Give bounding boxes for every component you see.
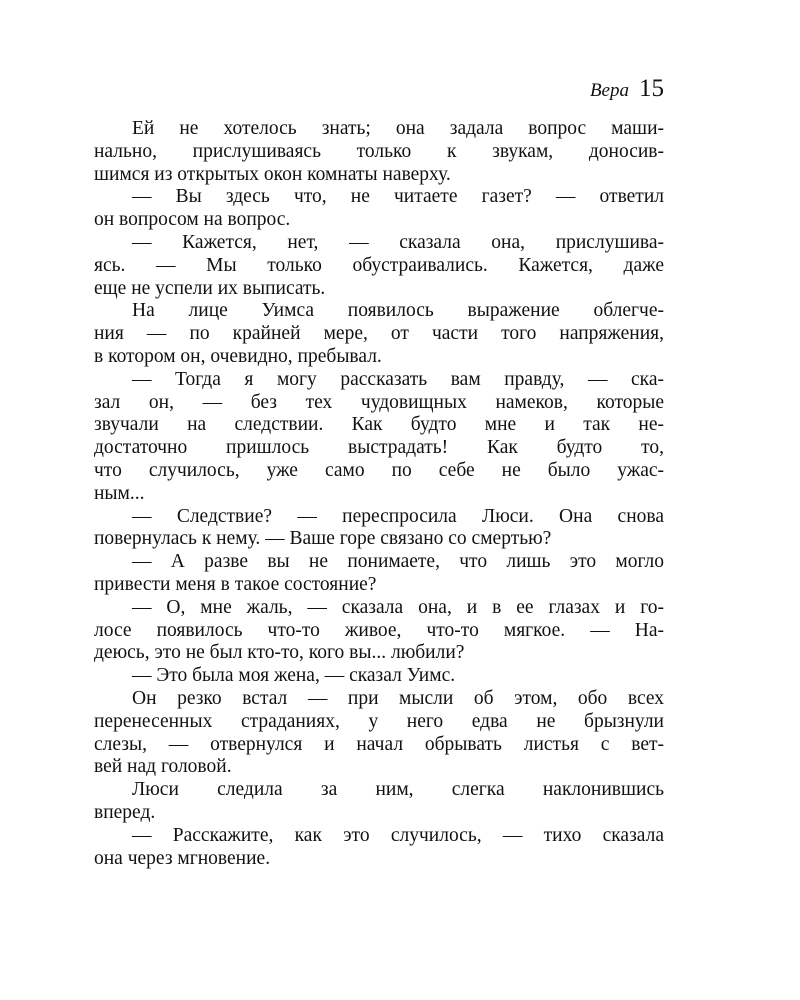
text-line: повернулась к нему. — Ваше горе связано со смертью? <box>94 528 552 550</box>
text-line: — А разве вы не понимаете, что лишь это могло <box>132 551 664 573</box>
text-line: нально, прислушиваясь только к звукам, доносив- <box>94 140 664 162</box>
text-line: ным... <box>94 482 145 504</box>
text-line: — О, мне жаль, — сказала она, и в ее глазах и го- <box>132 596 664 618</box>
text-line: Ей не хотелось знать; она задала вопрос маши- <box>132 118 664 139</box>
text-line: — Это была моя жена, — сказал Уимс. <box>132 665 456 687</box>
text-line: он вопросом на вопрос. <box>94 209 291 231</box>
text-line: — Расскажите, как это случилось, — тихо сказала <box>132 824 664 846</box>
text-line: в котором он, очевидно, пребывал. <box>94 345 382 367</box>
text-line: — Тогда я могу рассказать вам правду, — ска- <box>132 368 664 390</box>
text-line: она через мгновение. <box>94 847 271 869</box>
running-title: Вера <box>589 80 629 101</box>
text-line: что случилось, уже само по себе не было ужас- <box>94 459 664 481</box>
text-line: Люси следила за ним, слегка наклонившись <box>132 779 664 801</box>
text-line: Он резко встал — при мысли об этом, обо всех <box>132 687 664 709</box>
text-line: На лице Уимса появилось выражение облегче- <box>132 300 664 322</box>
text-line: звучали на следствии. Как будто мне и так не- <box>94 414 664 436</box>
text-line: достаточно пришлось выстрадать! Как будто то, <box>94 437 664 459</box>
text-line: зал он, — без тех чудовищных намеков, которые <box>94 391 664 413</box>
text-line: лосе появилось что-то живое, что-то мягкое. — На- <box>94 619 664 641</box>
text-line: вперед. <box>94 801 156 823</box>
text-line: ясь. — Мы только обустраивались. Кажется, даже <box>94 254 664 276</box>
text-line: привести меня в такое состояние? <box>94 573 377 595</box>
text-line: еще не успели их выписать. <box>94 277 326 299</box>
text-line: шимся из открытых окон комнаты наверху. <box>94 163 451 185</box>
text-line: — Следствие? — переспросила Люси. Она снова <box>132 505 664 527</box>
text-line: — Вы здесь что, не читаете газет? — ответил <box>132 186 664 208</box>
text-line: ния — по крайней мере, от части того напряжения, <box>94 323 664 345</box>
running-head <box>94 74 664 107</box>
page-number: 15 <box>639 75 664 102</box>
text-line: перенесенных страданиях, у него едва не брызнули <box>94 710 664 732</box>
text-line: деюсь, это не был кто-то, кого вы... любили? <box>94 642 465 664</box>
body-text <box>94 118 664 870</box>
text-line: — Кажется, нет, — сказала она, прислушива- <box>132 231 664 253</box>
text-line: слезы, — отвернулся и начал обрывать листья с вет- <box>94 733 664 755</box>
text-line: вей над головой. <box>94 756 232 778</box>
